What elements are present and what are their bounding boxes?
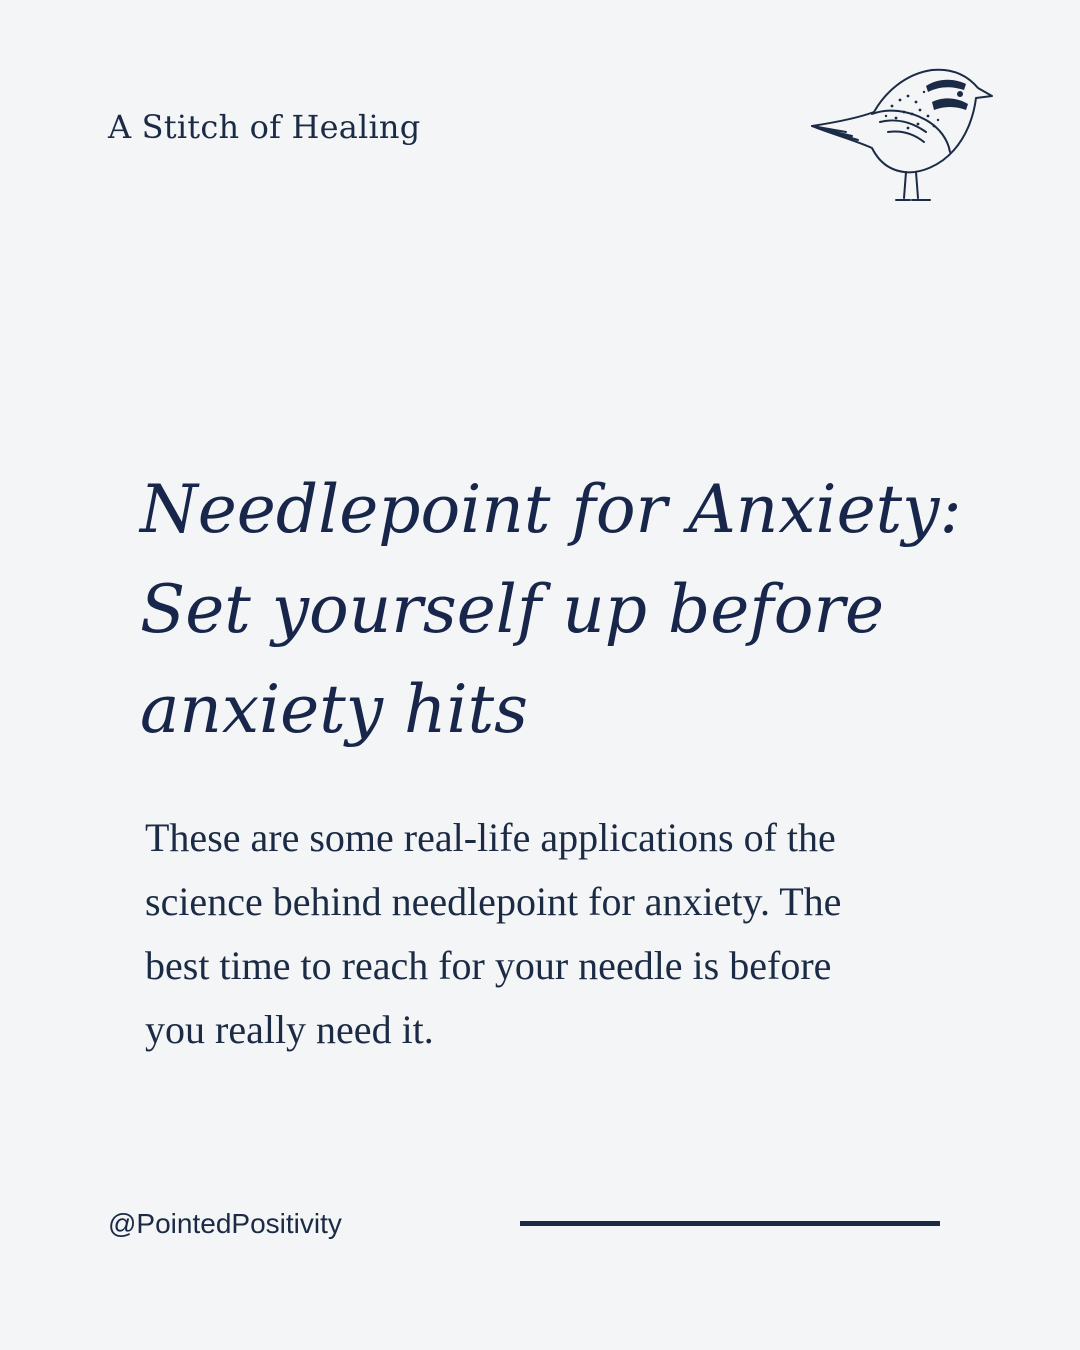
plover-bird-icon <box>808 62 998 212</box>
body-line: best time to reach for your needle is before <box>145 943 832 988</box>
body-line: science behind needlepoint for anxiety. The <box>145 879 842 924</box>
social-handle: @PointedPositivity <box>108 1208 342 1239</box>
body-line: you really need it. <box>145 1007 434 1052</box>
title-line: Set yourself up before <box>140 571 885 648</box>
title-line: Needlepoint for Anxiety: <box>140 471 962 548</box>
brand-name: A Stitch of Healing <box>108 108 421 146</box>
body-line: These are some real-life applications of the <box>145 815 836 860</box>
title-line: anxiety hits <box>140 671 529 748</box>
page-title <box>140 460 980 760</box>
body-paragraph <box>145 806 925 1062</box>
footer-divider <box>520 1221 940 1226</box>
